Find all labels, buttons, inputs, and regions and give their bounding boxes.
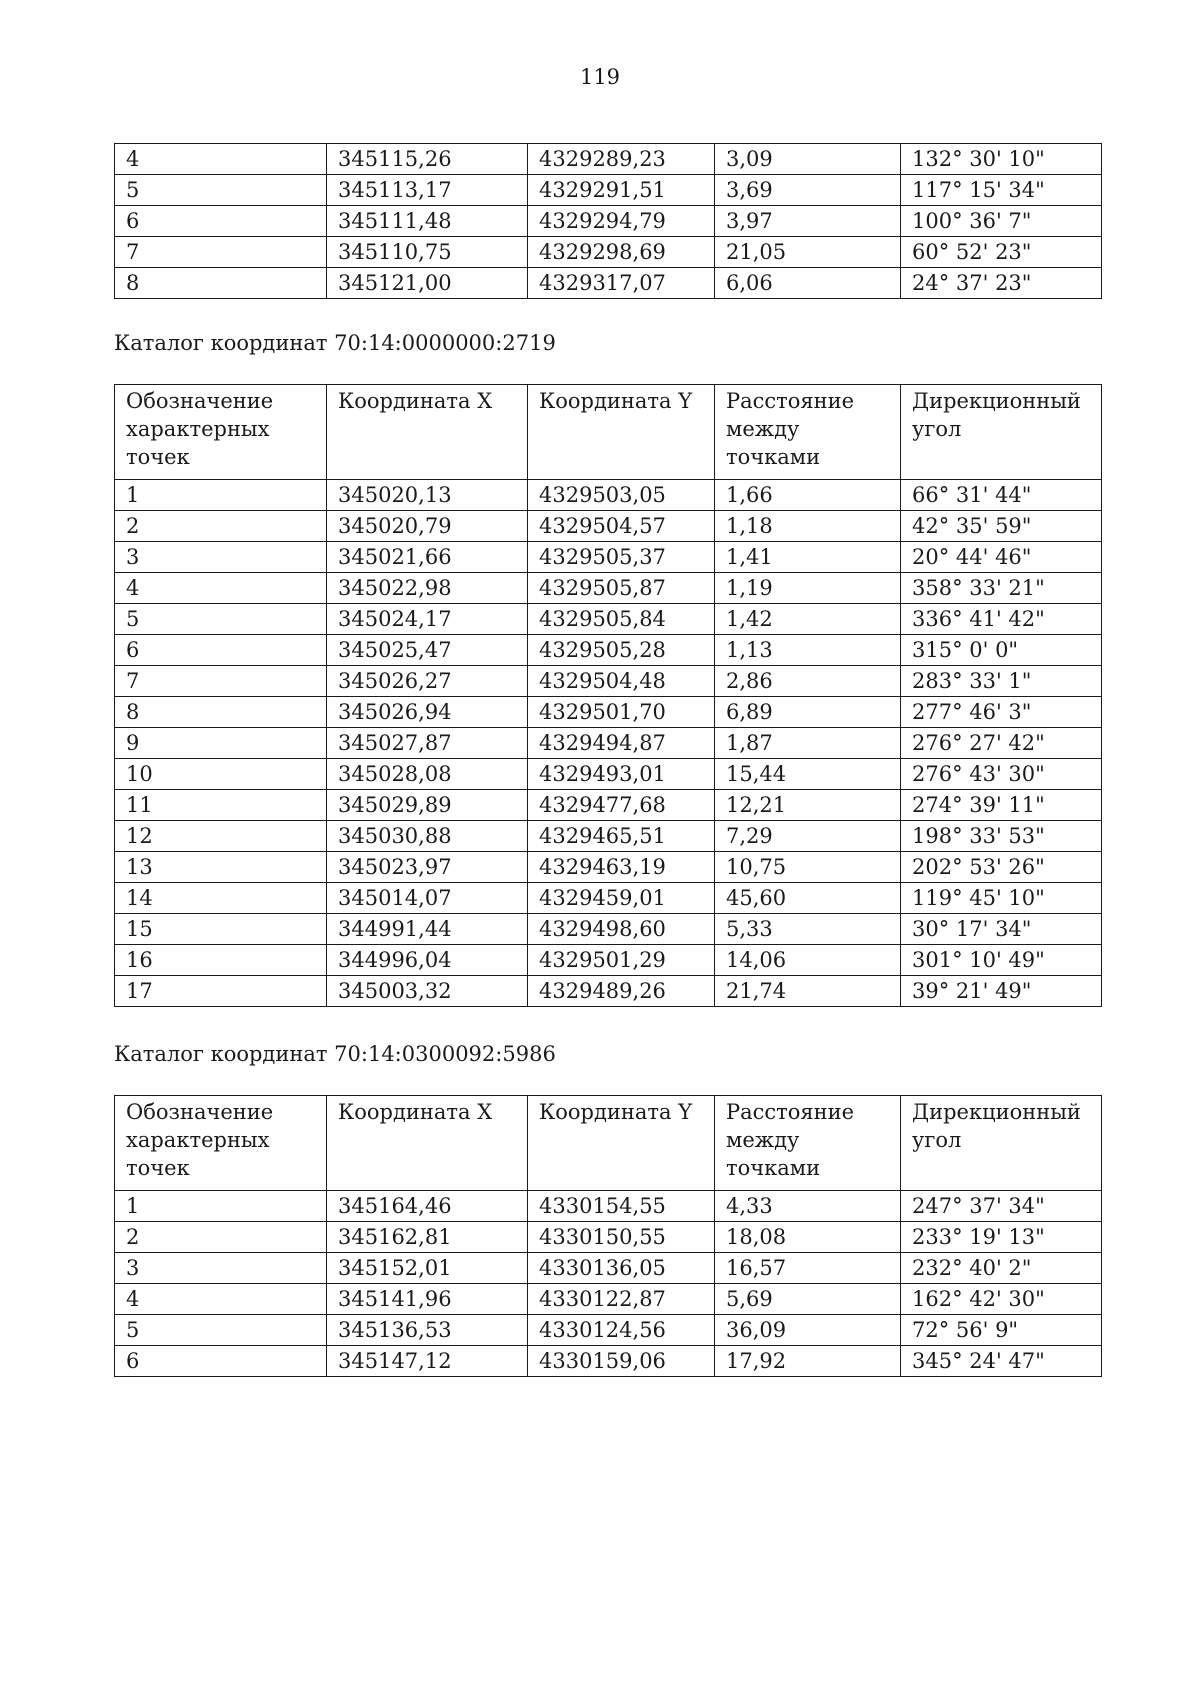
table-row <box>115 697 1102 728</box>
coordinate-x-cell: 345121,00 <box>327 268 528 299</box>
distance-cell: 3,69 <box>715 175 901 206</box>
point-number-cell: 4 <box>115 1284 327 1315</box>
coordinate-x-cell: 345113,17 <box>327 175 528 206</box>
distance-cell: 1,41 <box>715 542 901 573</box>
table-header-row <box>115 1096 1102 1191</box>
table-row <box>115 976 1102 1007</box>
table-row <box>115 206 1102 237</box>
table-row <box>115 542 1102 573</box>
point-number-cell: 4 <box>115 573 327 604</box>
coordinate-x-cell: 345025,47 <box>327 635 528 666</box>
coordinate-y-cell: 4329505,28 <box>528 635 715 666</box>
table-row <box>115 268 1102 299</box>
direction-angle-cell: 162° 42' 30" <box>901 1284 1102 1315</box>
coordinate-y-cell: 4329494,87 <box>528 728 715 759</box>
point-number-cell: 3 <box>115 1253 327 1284</box>
coordinate-x-cell: 345029,89 <box>327 790 528 821</box>
header-coordinate-x: Координата X <box>327 385 528 480</box>
distance-cell: 7,29 <box>715 821 901 852</box>
table-header-row <box>115 385 1102 480</box>
coordinate-y-cell: 4330154,55 <box>528 1191 715 1222</box>
table-row <box>115 790 1102 821</box>
coordinate-y-cell: 4329505,37 <box>528 542 715 573</box>
direction-angle-cell: 274° 39' 11" <box>901 790 1102 821</box>
point-number-cell: 14 <box>115 883 327 914</box>
distance-cell: 1,66 <box>715 480 901 511</box>
point-number-cell: 8 <box>115 268 327 299</box>
distance-cell: 17,92 <box>715 1346 901 1377</box>
coordinate-x-cell: 345030,88 <box>327 821 528 852</box>
coordinate-y-cell: 4329493,01 <box>528 759 715 790</box>
table-row <box>115 573 1102 604</box>
coordinate-x-cell: 345022,98 <box>327 573 528 604</box>
coordinate-x-cell: 345162,81 <box>327 1222 528 1253</box>
point-number-cell: 2 <box>115 1222 327 1253</box>
table-row <box>115 883 1102 914</box>
distance-cell: 5,33 <box>715 914 901 945</box>
distance-cell: 4,33 <box>715 1191 901 1222</box>
coordinate-y-cell: 4329298,69 <box>528 237 715 268</box>
header-coordinate-x: Координата X <box>327 1096 528 1191</box>
direction-angle-cell: 345° 24' 47" <box>901 1346 1102 1377</box>
header-coordinate-y: Координата Y <box>528 385 715 480</box>
point-number-cell: 15 <box>115 914 327 945</box>
distance-cell: 2,86 <box>715 666 901 697</box>
table-row <box>115 914 1102 945</box>
distance-cell: 12,21 <box>715 790 901 821</box>
table-row <box>115 175 1102 206</box>
direction-angle-cell: 358° 33' 21" <box>901 573 1102 604</box>
distance-cell: 15,44 <box>715 759 901 790</box>
table-row <box>115 1284 1102 1315</box>
table-row <box>115 728 1102 759</box>
distance-cell: 3,97 <box>715 206 901 237</box>
coordinates-table <box>114 384 1102 1007</box>
coordinate-y-cell: 4329504,48 <box>528 666 715 697</box>
coordinates-table-continued <box>114 143 1102 299</box>
direction-angle-cell: 24° 37' 23" <box>901 268 1102 299</box>
table-row <box>115 852 1102 883</box>
direction-angle-cell: 72° 56' 9" <box>901 1315 1102 1346</box>
point-number-cell: 2 <box>115 511 327 542</box>
distance-cell: 18,08 <box>715 1222 901 1253</box>
header-direction-angle: Дирекционный угол <box>901 1096 1102 1191</box>
distance-cell: 1,13 <box>715 635 901 666</box>
distance-cell: 1,19 <box>715 573 901 604</box>
coordinate-y-cell: 4329498,60 <box>528 914 715 945</box>
coordinate-x-cell: 345110,75 <box>327 237 528 268</box>
direction-angle-cell: 198° 33' 53" <box>901 821 1102 852</box>
coordinate-x-cell: 345020,79 <box>327 511 528 542</box>
distance-cell: 21,74 <box>715 976 901 1007</box>
table-row <box>115 1253 1102 1284</box>
point-number-cell: 12 <box>115 821 327 852</box>
distance-cell: 6,06 <box>715 268 901 299</box>
coordinate-y-cell: 4329501,29 <box>528 945 715 976</box>
direction-angle-cell: 202° 53' 26" <box>901 852 1102 883</box>
distance-cell: 1,87 <box>715 728 901 759</box>
direction-angle-cell: 60° 52' 23" <box>901 237 1102 268</box>
point-number-cell: 6 <box>115 1346 327 1377</box>
point-number-cell: 13 <box>115 852 327 883</box>
point-number-cell: 16 <box>115 945 327 976</box>
coordinate-x-cell: 345023,97 <box>327 852 528 883</box>
coordinate-y-cell: 4330124,56 <box>528 1315 715 1346</box>
table-row <box>115 1346 1102 1377</box>
distance-cell: 14,06 <box>715 945 901 976</box>
coordinate-y-cell: 4330150,55 <box>528 1222 715 1253</box>
point-number-cell: 6 <box>115 635 327 666</box>
catalog-caption: Каталог координат 70:14:0000000:2719 <box>114 331 556 355</box>
point-number-cell: 7 <box>115 666 327 697</box>
distance-cell: 1,42 <box>715 604 901 635</box>
coordinate-y-cell: 4329463,19 <box>528 852 715 883</box>
table-row <box>115 635 1102 666</box>
header-distance: Расстояние между точками <box>715 1096 901 1191</box>
table-row <box>115 604 1102 635</box>
point-number-cell: 9 <box>115 728 327 759</box>
direction-angle-cell: 20° 44' 46" <box>901 542 1102 573</box>
point-number-cell: 1 <box>115 480 327 511</box>
coordinate-y-cell: 4329505,87 <box>528 573 715 604</box>
direction-angle-cell: 276° 43' 30" <box>901 759 1102 790</box>
coordinate-x-cell: 345164,46 <box>327 1191 528 1222</box>
coordinate-x-cell: 345024,17 <box>327 604 528 635</box>
direction-angle-cell: 276° 27' 42" <box>901 728 1102 759</box>
distance-cell: 16,57 <box>715 1253 901 1284</box>
point-number-cell: 7 <box>115 237 327 268</box>
coordinate-x-cell: 344991,44 <box>327 914 528 945</box>
coordinate-x-cell: 345026,27 <box>327 666 528 697</box>
coordinate-y-cell: 4329294,79 <box>528 206 715 237</box>
page-number: 119 <box>579 65 621 89</box>
coordinate-x-cell: 345147,12 <box>327 1346 528 1377</box>
table-row <box>115 1222 1102 1253</box>
point-number-cell: 5 <box>115 1315 327 1346</box>
point-number-cell: 5 <box>115 175 327 206</box>
coordinate-x-cell: 345115,26 <box>327 144 528 175</box>
direction-angle-cell: 117° 15' 34" <box>901 175 1102 206</box>
coordinate-y-cell: 4329289,23 <box>528 144 715 175</box>
header-point-designation: Обозначение характерных точек <box>115 1096 327 1191</box>
direction-angle-cell: 132° 30' 10" <box>901 144 1102 175</box>
coordinate-x-cell: 345021,66 <box>327 542 528 573</box>
direction-angle-cell: 247° 37' 34" <box>901 1191 1102 1222</box>
direction-angle-cell: 301° 10' 49" <box>901 945 1102 976</box>
coordinate-y-cell: 4329459,01 <box>528 883 715 914</box>
coordinate-y-cell: 4329489,26 <box>528 976 715 1007</box>
distance-cell: 36,09 <box>715 1315 901 1346</box>
header-point-designation: Обозначение характерных точек <box>115 385 327 480</box>
table-row <box>115 237 1102 268</box>
distance-cell: 6,89 <box>715 697 901 728</box>
distance-cell: 10,75 <box>715 852 901 883</box>
point-number-cell: 3 <box>115 542 327 573</box>
point-number-cell: 11 <box>115 790 327 821</box>
direction-angle-cell: 283° 33' 1" <box>901 666 1102 697</box>
point-number-cell: 5 <box>115 604 327 635</box>
coordinates-table <box>114 1095 1102 1377</box>
header-coordinate-y: Координата Y <box>528 1096 715 1191</box>
coordinate-y-cell: 4330136,05 <box>528 1253 715 1284</box>
coordinate-x-cell: 345027,87 <box>327 728 528 759</box>
coordinate-y-cell: 4329317,07 <box>528 268 715 299</box>
coordinate-y-cell: 4329501,70 <box>528 697 715 728</box>
direction-angle-cell: 315° 0' 0" <box>901 635 1102 666</box>
direction-angle-cell: 42° 35' 59" <box>901 511 1102 542</box>
coordinate-y-cell: 4329477,68 <box>528 790 715 821</box>
table-row <box>115 511 1102 542</box>
point-number-cell: 1 <box>115 1191 327 1222</box>
distance-cell: 5,69 <box>715 1284 901 1315</box>
direction-angle-cell: 66° 31' 44" <box>901 480 1102 511</box>
point-number-cell: 6 <box>115 206 327 237</box>
table-row <box>115 1315 1102 1346</box>
coordinate-y-cell: 4329503,05 <box>528 480 715 511</box>
direction-angle-cell: 233° 19' 13" <box>901 1222 1102 1253</box>
direction-angle-cell: 100° 36' 7" <box>901 206 1102 237</box>
coordinate-y-cell: 4329465,51 <box>528 821 715 852</box>
direction-angle-cell: 30° 17' 34" <box>901 914 1102 945</box>
table-row <box>115 1191 1102 1222</box>
coordinate-y-cell: 4329505,84 <box>528 604 715 635</box>
direction-angle-cell: 119° 45' 10" <box>901 883 1102 914</box>
coordinate-x-cell: 345136,53 <box>327 1315 528 1346</box>
point-number-cell: 8 <box>115 697 327 728</box>
coordinate-y-cell: 4330122,87 <box>528 1284 715 1315</box>
coordinate-x-cell: 345111,48 <box>327 206 528 237</box>
coordinate-x-cell: 345020,13 <box>327 480 528 511</box>
point-number-cell: 17 <box>115 976 327 1007</box>
header-distance: Расстояние между точками <box>715 385 901 480</box>
coordinate-x-cell: 345014,07 <box>327 883 528 914</box>
direction-angle-cell: 277° 46' 3" <box>901 697 1102 728</box>
point-number-cell: 10 <box>115 759 327 790</box>
coordinate-y-cell: 4329291,51 <box>528 175 715 206</box>
coordinate-y-cell: 4330159,06 <box>528 1346 715 1377</box>
header-direction-angle: Дирекционный угол <box>901 385 1102 480</box>
distance-cell: 21,05 <box>715 237 901 268</box>
distance-cell: 3,09 <box>715 144 901 175</box>
table-row <box>115 945 1102 976</box>
distance-cell: 1,18 <box>715 511 901 542</box>
coordinate-x-cell: 344996,04 <box>327 945 528 976</box>
coordinate-x-cell: 345152,01 <box>327 1253 528 1284</box>
direction-angle-cell: 336° 41' 42" <box>901 604 1102 635</box>
coordinate-x-cell: 345026,94 <box>327 697 528 728</box>
table-row <box>115 821 1102 852</box>
coordinate-x-cell: 345141,96 <box>327 1284 528 1315</box>
table-row <box>115 480 1102 511</box>
coordinate-x-cell: 345028,08 <box>327 759 528 790</box>
table-row <box>115 666 1102 697</box>
direction-angle-cell: 232° 40' 2" <box>901 1253 1102 1284</box>
distance-cell: 45,60 <box>715 883 901 914</box>
table-row <box>115 144 1102 175</box>
direction-angle-cell: 39° 21' 49" <box>901 976 1102 1007</box>
table-row <box>115 759 1102 790</box>
coordinate-x-cell: 345003,32 <box>327 976 528 1007</box>
coordinate-y-cell: 4329504,57 <box>528 511 715 542</box>
point-number-cell: 4 <box>115 144 327 175</box>
catalog-caption: Каталог координат 70:14:0300092:5986 <box>114 1042 556 1066</box>
